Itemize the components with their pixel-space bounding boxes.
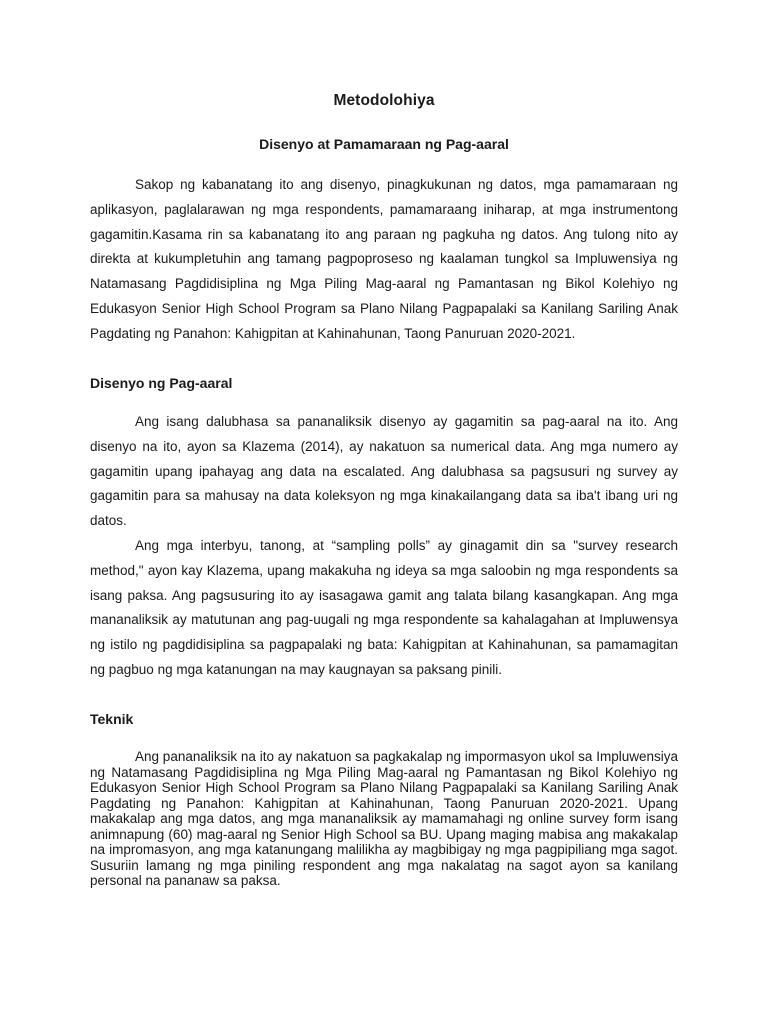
- page-subtitle: Disenyo at Pamamaraan ng Pag-aaral: [259, 136, 509, 152]
- teknik-paragraph: Ang pananaliksik na ito ay nakatuon sa pagkakalap ng impormasyon ukol sa Impluwensiya ng Natamasang Pagdidisiplina ng Mga Piling Mag-aaral ng Pamantasan ng Bikol Kolehiyo ng Edukasyon Senior High School Program sa Plano Nilang Pagpapalaki sa Kanilang Sariling Anak Pagdating ng Panahon: Kahigpitan at Kahinahunan, Taong Panuruan 2020-2021. Upang makakalap ang mga datos, ang mga mananaliksik ay mamamahagi ng online survey form isang animnapung (60) mag-aaral ng Senior High School sa BU. Upang maging mabisa ang makakalap na impromasyon, ang mga katanungang malilikha ay magbibigay ng mga pagpipiliang mga sagot. Susuriin lamang ng mga piniling respondent ang mga nakalatag na sagot ayon sa kanilang personal na pananaw sa paksa.: [90, 749, 678, 888]
- intro-paragraph: Sakop ng kabanatang ito ang disenyo, pinagkukunan ng datos, mga pamamaraan ng aplikasyon, paglalarawan ng mga respondents, pamamaraang iniharap, at mga instrumentong gagamitin.Kasama rin sa kabanatang ito ang paraan ng pagkuha ng datos. Ang tulong nito ay direkta at kukumpletuhin ang tamang pagpoproseso ng kaalaman tungkol sa Impluwensiya ng Natamasang Pagdidisiplina ng Mga Piling Mag-aaral ng Pamantasan ng Bikol Kolehiyo ng Edukasyon Senior High School Program sa Plano Nilang Pagpapalaki sa Kanilang Sariling Anak Pagdating ng Panahon: Kahigpitan at Kahinahunan, Taong Panuruan 2020-2021.: [90, 177, 678, 341]
- disenyo-paragraph-2: Ang mga interbyu, tanong, at “sampling polls” ay ginagamit din sa "survey research method," ayon kay Klazema, upang makakuha ng ideya sa mga saloobin ng mga respondents sa isang paksa. Ang pagsusuring ito ay isasagawa gamit ang talata bilang kasangkapan. Ang mga mananaliksik ay matutunan ang pag-uugali ng mga respondente sa kahalagahan at Impluwensya ng istilo ng pagdidisiplina sa pagpapalaki ng bata: Kahigpitan at Kahinahunan, sa pamamagitan ng pagbuo ng mga katanungan na may kaugnayan sa paksang pinili.: [90, 538, 678, 677]
- disenyo-paragraph-1: Ang isang dalubhasa sa pananaliksik disenyo ay gagamitin sa pag-aaral na ito. Ang disenyo na ito, ayon sa Klazema (2014), ay nakatuon sa numerical data. Ang mga numero ay gagamitin upang ipahayag ang data na escalated. Ang dalubhasa sa pagsusuri ng survey ay gagamitin para sa mahusay na data koleksyon ng mga kinakailangang data sa iba't ibang uri ng datos.: [90, 414, 678, 529]
- page-title: Metodolohiya: [333, 92, 435, 109]
- section-heading-disenyo: Disenyo ng Pag-aaral: [90, 375, 233, 391]
- section-heading-teknik: Teknik: [90, 711, 134, 727]
